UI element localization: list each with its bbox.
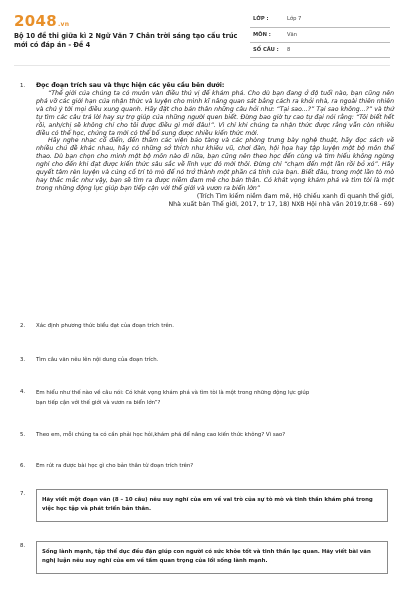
- logo-suffix: .vn: [57, 21, 70, 28]
- passage-paragraph: Hãy nghe nhạc cổ điển, đến thăm các viện bảo tàng và các phòng trưng bày nghệ thuật, hãy đọc sách về nhiều chủ đề khác nhau, hãy có những sở thích như khiêu vũ, chơi đàn, hội họa hay tập luyện một bộ môn thể thao. Dù bạn chọn cho mình một bộ môn nào đi nữa, bạn cũng nên theo học đến cùng và tìm hiểu không ngừng nghỉ cho đến khi đạt được kiến thức sâu sắc về lĩnh vực đó mới thôi. Đừng chỉ “chạm đến một lần rồi bỏ xó”. Hãy quyết tâm rèn luyện và củng cố trí tò mò để nó trở thành một phần cá tính của bạn. Biết đâu, trong một lần tò mò hay thắc mắc như vậy, bạn sẽ tìm ra được niềm đam mê cho bản thân. Có khát vọng khám phá và tìm tòi là một trong những động lực giúp bạn tiếp cận với thế giới và vươn ra biển lớn”: [36, 137, 394, 192]
- meta-key: SỐ CÂU :: [250, 42, 284, 57]
- question-number: 2.: [20, 323, 26, 329]
- question-number: 4.: [20, 389, 26, 395]
- question-text: Em hiểu như thế nào về câu nói: Có khát vọng khám phá và tìm tòi là một trong những động lực giúp bạn tiếp cận với thế giới và vươn ra biển lớn”?: [36, 390, 310, 406]
- question-number: 8.: [20, 543, 26, 549]
- essay-task-box: Sống lành mạnh, tập thể dục đều đặn giúp con người có sức khỏe tốt và tinh thần lạc quan. Hãy viết bài văn nghị luận nêu suy nghĩ của em về tầm quan trọng của lối sống lành mạnh.: [36, 541, 388, 574]
- meta-value: 8: [284, 42, 390, 57]
- writing-task-box: Hãy viết một đoạn văn (8 – 10 câu) nêu suy nghĩ của em về vai trò của sự tò mò và tinh thần khám phá trong việc học tập và phát triển bản thân.: [36, 489, 388, 522]
- meta-row-class: [250, 12, 390, 27]
- page-header: [0, 0, 400, 62]
- header-divider: [14, 65, 390, 66]
- document-title: Bộ 10 đề thi giữa kì 2 Ngữ Văn 7 Chân trời sáng tạo cấu trúc mới có đáp án - Đề 4: [14, 32, 238, 49]
- reading-passage: [36, 90, 394, 193]
- question-text: Tìm câu văn nêu lên nội dung của đoạn trích.: [36, 357, 159, 363]
- question-text: Xác định phương thức biểu đạt của đoạn trích trên.: [36, 323, 174, 329]
- meta-row-count: [250, 42, 390, 57]
- meta-key: MÔN :: [250, 27, 284, 42]
- question-text: Em rút ra được bài học gì cho bản thân từ đoạn trích trên?: [36, 463, 194, 469]
- passage-paragraph: “Thế giới của chúng ta có muôn vàn điều thú vị để khám phá. Cho dù bạn đang ở độ tuổi nào, bạn cũng nên phá vỡ các giới hạn của nhận thức và luyện cho mình kĩ năng quan sát bằng cách ra khỏi nhà, ra ngoài thiên nhiên và chú ý tới mọi điều xung quanh. Hãy đặt cho bản thân những câu hỏi như: “Tại sao...?” Tại sao không...?” và thử tự tìm các câu trả lời hay sự trợ giúp của những người quen biết. Đừng bao giờ tự cao tự đại nói rằng: “Tôi biết hết rồi, anh/chị sẽ không chỉ cho tôi được điều gì mới đâu!”. Vì chỉ khi chúng ta nhận thức được rằng vẫn còn nhiều điều có thể học, chúng ta mới có thể bổ sung được nhiều kiến thức mới.: [36, 90, 394, 137]
- question-lead: Đọc đoạn trích sau và thực hiện các yêu cầu bên dưới:: [36, 82, 225, 89]
- meta-value: Lớp 7: [284, 12, 390, 27]
- question-number: 3.: [20, 357, 26, 363]
- passage-citation-line: (Trích Tìm kiếm niềm đam mê, Hộ chiếu xanh đi quanh thế giới,: [196, 192, 394, 200]
- passage-citation-line: Nhà xuất bản Thế giới, 2017, tr 17, 18) NXB Hội nhà văn 2019,tr.68 - 69): [168, 200, 394, 208]
- question-number: 5.: [20, 432, 26, 438]
- question-body: [36, 82, 394, 209]
- site-logo[interactable]: [14, 12, 69, 30]
- meta-table: [250, 12, 390, 58]
- meta-key: LỚP :: [250, 12, 284, 27]
- logo-text: 2048: [14, 12, 57, 30]
- meta-value: Văn: [284, 27, 390, 42]
- meta-row-subject: [250, 27, 390, 42]
- question-number: 7.: [20, 491, 26, 497]
- question-number: 6.: [20, 463, 26, 469]
- question-number: 1.: [20, 83, 26, 89]
- question-text: Theo em, mỗi chúng ta có cần phải học hỏi,khám phá để nâng cao kiến thức không? Vì sao?: [36, 432, 286, 438]
